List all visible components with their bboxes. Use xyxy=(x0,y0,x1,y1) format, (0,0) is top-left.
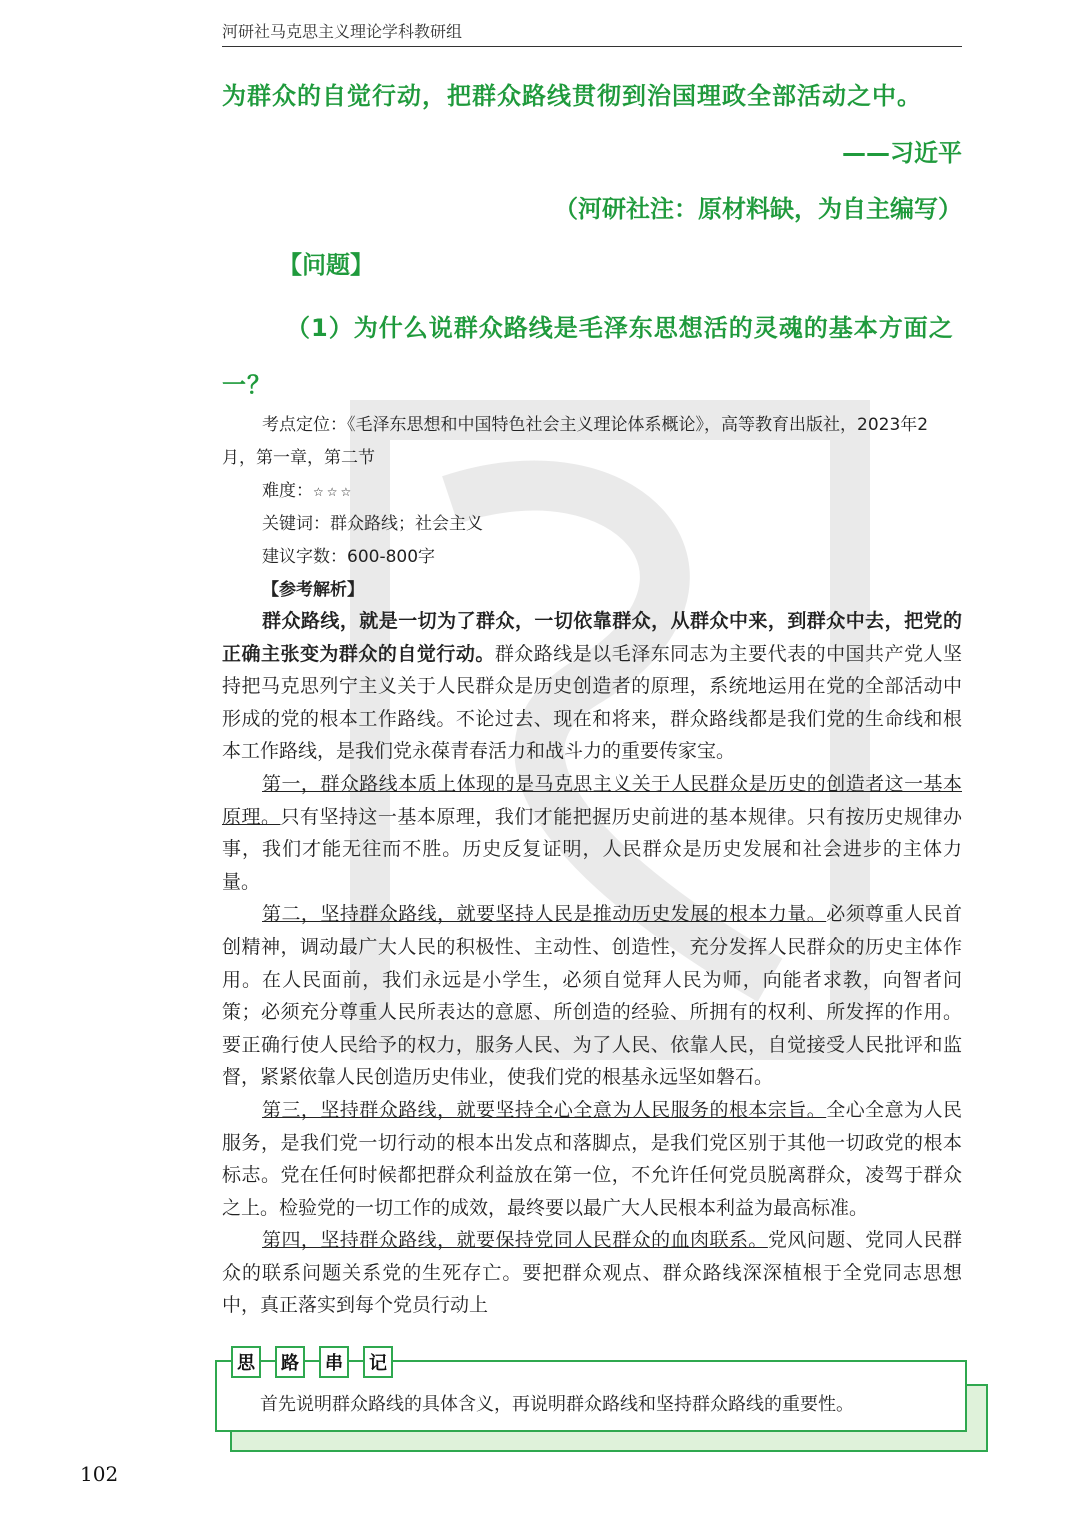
paragraph-2-rest: 只有坚持这一基本原理，我们才能把握历史前进的基本规律。只有按历史规律办事，我们才能无往而不胜。历史反复证明，人民群众是历史发展和社会进步的主体力量。 xyxy=(222,805,962,893)
paragraph-1-bold: 群众路线，就是一切为了群众，一切依靠群众，从群众中来，到群众中去，把党的正确主张变为群众的自觉行动。 xyxy=(222,610,962,665)
quote-author: ——习近平 xyxy=(842,139,962,167)
paragraph-3-rest: 必须尊重人民首创精神，调动最广大人民的积极性、主动性、创造性，充分发挥人民群众的历史主体作用。在人民面前，我们永远是小学生，必须自觉拜人民为师，向能者求教，向智者问策；必须充分尊重人民所表达的意愿、所创造的经验、所拥有的权利、所发挥的作用。要正确行使人民给予的权力，服务人民、为了人民、依靠人民，自觉接受人民批评和监督，紧紧依靠人民创造历史伟业，使我们党的根基永远坚如磐石。 xyxy=(222,903,962,1089)
tab-si: 思 xyxy=(231,1346,261,1378)
paragraph-4 xyxy=(222,1094,962,1224)
page-header: 河研社马克思主义理论学科教研组 xyxy=(222,20,962,47)
tab-lu: 路 xyxy=(275,1346,305,1378)
paragraph-5 xyxy=(222,1224,962,1322)
quote-note: （河研社注：原材料缺，为自主编写） xyxy=(554,195,962,223)
difficulty-row xyxy=(262,475,1002,509)
paragraph-4-rest: 全心全意为人民服务，是我们党一切行动的根本出发点和落脚点，是我们党区别于其他一切政党的根本标志。党在任何时候都把群众利益放在第一位，不允许任何党员脱离群众，凌驾于群众之上。检验党的一切工作的成效，最终要以最广大人民根本利益为最高标准。 xyxy=(222,1098,962,1219)
thinking-box-tabs xyxy=(215,1344,393,1380)
difficulty-stars: ☆☆☆ xyxy=(313,485,355,499)
paragraph-1-rest: 群众路线是以毛泽东同志为主要代表的中国共产党人坚持把马克思列宁主义关于人民群众是历史创造者的原理，系统地运用在党的全部活动中形成的党的根本工作路线。不论过去、现在和将来，群众路线都是我们党的生命线和根本工作路线，是我们党永葆青春活力和战斗力的重要传家宝。 xyxy=(222,642,962,763)
tab-ji: 记 xyxy=(363,1346,393,1378)
difficulty-label: 难度： xyxy=(262,481,313,501)
thinking-box-text: 首先说明群众路线的具体含义，再说明群众路线和坚持群众路线的重要性。 xyxy=(260,1394,854,1415)
tab-chuan: 串 xyxy=(319,1346,349,1378)
paragraph-2-underlined: 第一，群众路线本质上体现的是马克思主义关于人民群众是历史的创造者这一基本原理。 xyxy=(222,772,962,828)
paragraph-2 xyxy=(222,768,962,898)
exam-point-location: 考点定位：《毛泽东思想和中国特色社会主义理论体系概论》，高等教育出版社，2023年2月，第一章，第二节 xyxy=(222,415,929,468)
paragraph-3 xyxy=(222,898,962,1094)
question-heading: 【问题】 xyxy=(278,251,374,279)
keywords: 关键词：群众路线；社会主义 xyxy=(262,514,483,534)
page-number: 102 xyxy=(80,1462,119,1486)
paragraph-5-rest: 党风问题、党同人民群众的联系问题关系党的生死存亡。要把群众观点、群众路线深深植根于全党同志思想中，真正落实到每个党员行动上 xyxy=(222,1229,962,1317)
question-text: （1）为什么说群众路线是毛泽东思想活的灵魂的基本方面之一？ xyxy=(222,314,954,399)
quote-text: 为群众的自觉行动，把群众路线贯彻到治国理政全部活动之中。 xyxy=(222,82,922,110)
paragraph-1 xyxy=(222,605,962,768)
analysis-body xyxy=(222,605,962,1322)
analysis-heading: 【参考解析】 xyxy=(262,580,364,600)
word-count: 建议字数：600-800字 xyxy=(262,547,436,567)
paragraph-3-underlined: 第二，坚持群众路线，就要坚持人民是推动历史发展的根本力量。 xyxy=(262,903,827,926)
paragraph-5-underlined: 第四，坚持群众路线，就要保持党同人民群众的血肉联系。 xyxy=(262,1229,768,1252)
paragraph-4-underlined: 第三，坚持群众路线，就要坚持全心全意为人民服务的根本宗旨。 xyxy=(262,1098,827,1121)
